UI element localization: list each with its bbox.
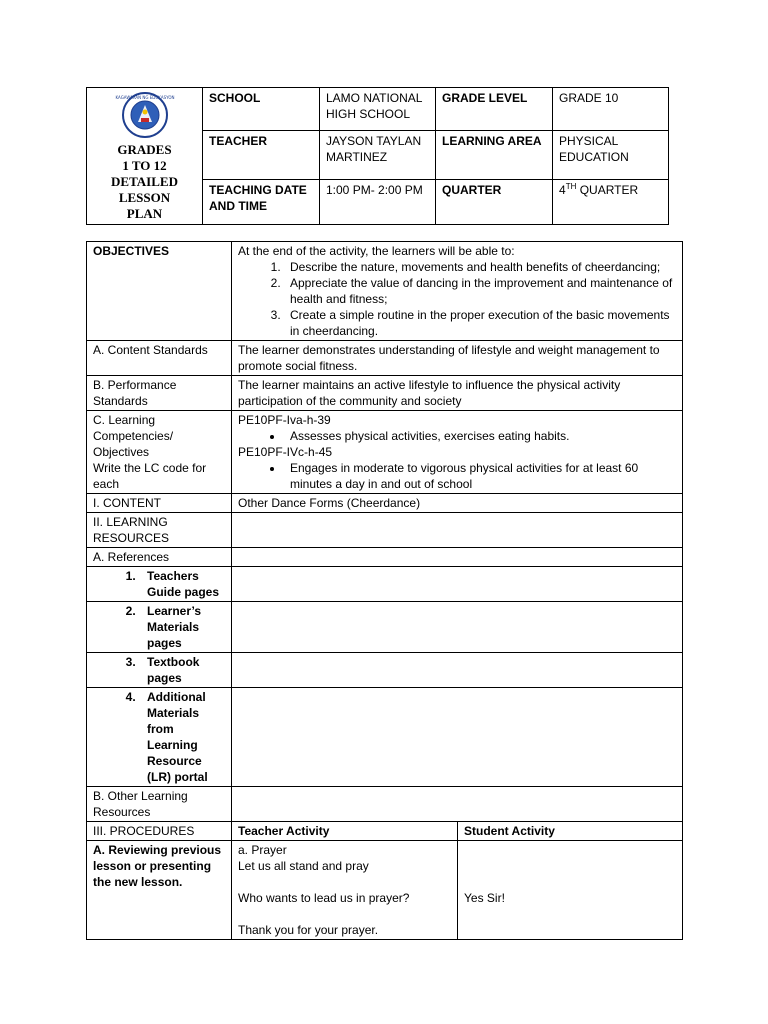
- svg-text:KAGAWARAN NG EDUKASYON: KAGAWARAN NG EDUKASYON: [114, 95, 175, 100]
- objectives-content: [232, 242, 683, 341]
- lesson-plan-body: [86, 241, 683, 940]
- performance-standards-row: [87, 376, 683, 411]
- reference-row: [87, 602, 683, 653]
- other-resources-row: [87, 787, 683, 822]
- procedures-label: III. PROCEDURES: [87, 822, 232, 841]
- learning-resources-value: [232, 513, 683, 548]
- objectives-row: [87, 242, 683, 341]
- content-standards-label: A. Content Standards: [87, 341, 232, 376]
- procedures-header-row: [87, 822, 683, 841]
- competency-list: [238, 460, 676, 492]
- reference-textbook: 3. Textbook pages: [139, 654, 225, 686]
- objective-item: 2. Appreciate the value of dancing in the improvement and maintenance of health and fitness;: [284, 275, 676, 307]
- school-value: LAMO NATIONAL HIGH SCHOOL: [320, 88, 436, 131]
- deped-seal-icon: [114, 92, 175, 138]
- objectives-label: OBJECTIVES: [87, 242, 232, 341]
- competency-item: • Engages in moderate to vigorous physical activities for at least 60 minutes a day in and out of school: [284, 460, 676, 492]
- teaching-date-label: TEACHING DATE AND TIME: [203, 179, 320, 224]
- lc-code: PE10PF-Iva-h-39: [238, 413, 331, 427]
- plan-title: GRADES 1 TO 12 DETAILED LESSON PLAN: [111, 142, 178, 221]
- teacher-value: JAYSON TAYLAN MARTINEZ: [320, 131, 436, 180]
- competencies-label: C. Learning Competencies/ Objectives Write the LC code for each: [87, 411, 232, 494]
- content-row: [87, 494, 683, 513]
- learning-resources-row: [87, 513, 683, 548]
- competencies-content: [232, 411, 683, 494]
- content-standards-text: The learner demonstrates understanding of lifestyle and weight management to promote social fitness.: [232, 341, 683, 376]
- grade-level-label: GRADE LEVEL: [436, 88, 553, 131]
- student-activity-header: Student Activity: [458, 822, 683, 841]
- objective-item: 1. Describe the nature, movements and health benefits of cheerdancing;: [284, 259, 676, 275]
- performance-standards-text: The learner maintains an active lifestyle to influence the physical activity participation of the community and society: [232, 376, 683, 411]
- quarter-value: 4TH QUARTER: [553, 179, 669, 224]
- school-label: SCHOOL: [203, 88, 320, 131]
- grade-level-value: GRADE 10: [553, 88, 669, 131]
- lesson-plan-header: [86, 87, 669, 225]
- competencies-row: [87, 411, 683, 494]
- references-row: [87, 548, 683, 567]
- student-activity-cell: Yes Sir!: [458, 841, 683, 940]
- learning-area-label: LEARNING AREA: [436, 131, 553, 180]
- references-label: A. References: [87, 548, 232, 567]
- reference-row: [87, 653, 683, 688]
- references-value: [232, 548, 683, 567]
- teacher-activity-cell: a. Prayer Let us all stand and pray Who wants to lead us in prayer? Thank you for your prayer.: [232, 841, 458, 940]
- competency-item: • Assesses physical activities, exercises eating habits.: [284, 428, 676, 444]
- teacher-label: TEACHER: [203, 131, 320, 180]
- learning-resources-label: II. LEARNING RESOURCES: [87, 513, 232, 548]
- objectives-intro: At the end of the activity, the learners will be able to:: [238, 244, 515, 258]
- reference-row: [87, 688, 683, 787]
- objectives-list: [238, 259, 676, 339]
- content-value: Other Dance Forms (Cheerdance): [232, 494, 683, 513]
- competency-list: [238, 428, 676, 444]
- review-label: A. Reviewing previous lesson or presenting the new lesson.: [87, 841, 232, 940]
- content-label: I. CONTENT: [87, 494, 232, 513]
- reference-row: [87, 567, 683, 602]
- reference-teachers-guide: 1. Teachers Guide pages: [139, 568, 225, 600]
- lc-code: PE10PF-IVc-h-45: [238, 445, 333, 459]
- reference-additional-materials: 4. Additional Materials from Learning Resource (LR) portal: [139, 689, 225, 785]
- objective-item: 3. Create a simple routine in the proper execution of the basic movements in cheerdancing.: [284, 307, 676, 339]
- other-resources-label: B. Other Learning Resources: [87, 787, 232, 822]
- content-standards-row: [87, 341, 683, 376]
- performance-standards-label: B. Performance Standards: [87, 376, 232, 411]
- teacher-activity-header: Teacher Activity: [232, 822, 458, 841]
- review-row: [87, 841, 683, 940]
- reference-learners-materials: 2. Learner’s Materials pages: [139, 603, 225, 651]
- quarter-label: QUARTER: [436, 179, 553, 224]
- learning-area-value: PHYSICAL EDUCATION: [553, 131, 669, 180]
- title-block: [87, 88, 203, 225]
- teaching-date-value: 1:00 PM- 2:00 PM: [320, 179, 436, 224]
